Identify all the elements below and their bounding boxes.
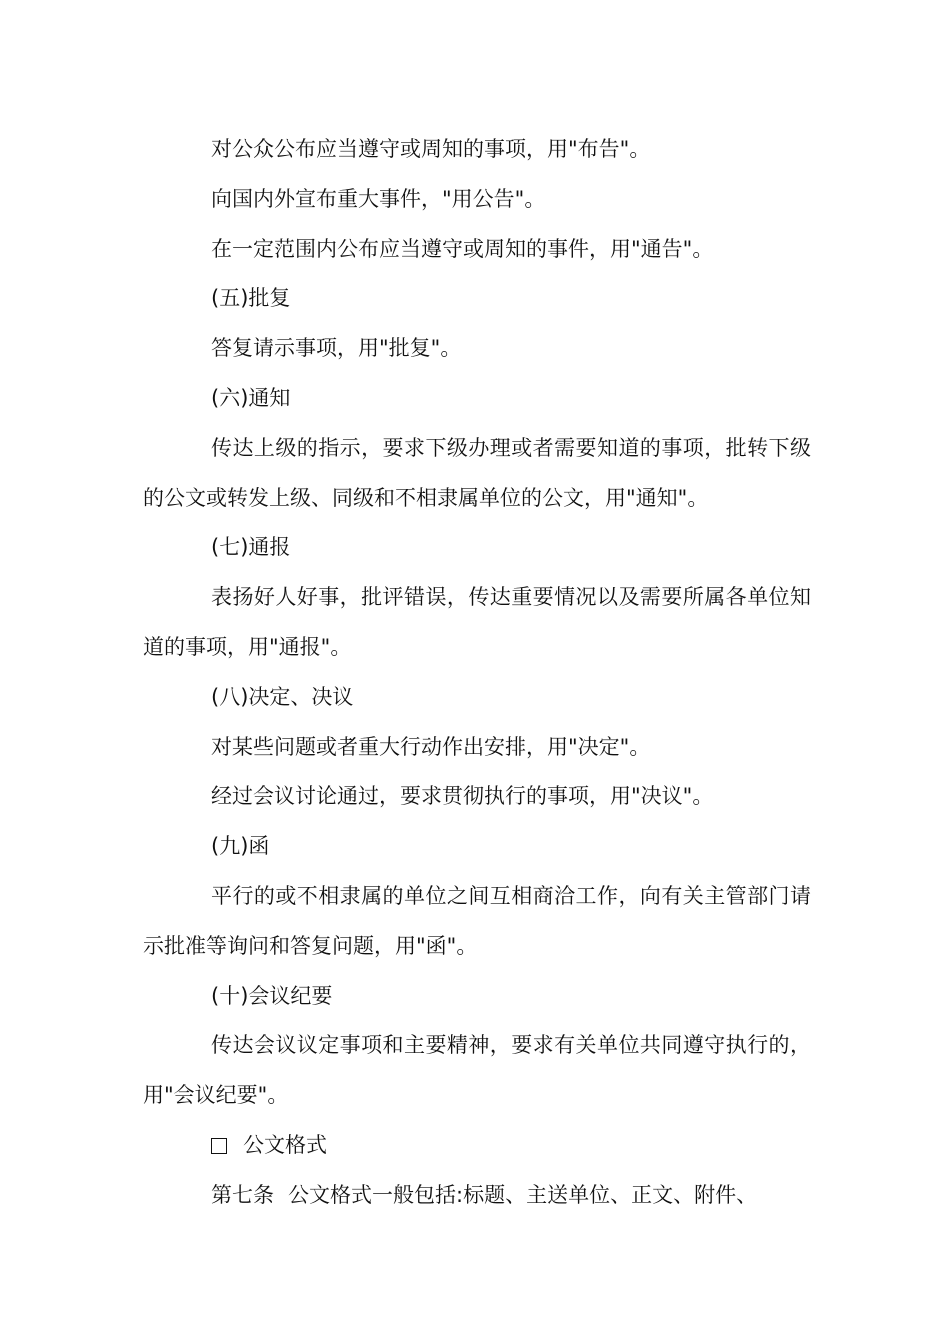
paragraph-circular: 在一定范围内公布应当遵守或周知的事件，用"通告"。 (211, 236, 714, 261)
section-heading-row (143, 1121, 811, 1171)
document-body (143, 125, 811, 1221)
article-seven (143, 1171, 811, 1221)
article-text: 公文格式一般包括:标题、主送单位、正文、附件、 (288, 1182, 758, 1207)
heading-reply: (五)批复 (211, 286, 291, 311)
paragraph-decision: 对某些问题或者重大行动作出安排，用"决定"。 (211, 734, 651, 759)
paragraph-resolution: 经过会议讨论通过，要求贯彻执行的事项，用"决议"。 (211, 784, 714, 809)
paragraph-reply: 答复请示事项，用"批复"。 (211, 336, 462, 361)
checkbox-icon (211, 1138, 227, 1154)
heading-notice: (六)通知 (211, 385, 291, 410)
paragraph-minutes: 传达会议议定事项和主要精神，要求有关单位共同遵守执行的，用"会议纪要"。 (143, 1033, 811, 1108)
section-heading: 公文格式 (243, 1132, 327, 1157)
heading-letter: (九)函 (211, 834, 270, 859)
heading-minutes: (十)会议纪要 (211, 983, 333, 1008)
heading-bulletin: (七)通报 (211, 535, 291, 560)
heading-decision: (八)决定、决议 (211, 684, 354, 709)
paragraph-notice-bugao: 对公众公布应当遵守或周知的事项，用"布告"。 (211, 137, 651, 161)
paragraph-notice: 传达上级的指示，要求下级办理或者需要知道的事项，批转下级的公文或转发上级、同级和不相隶属单位的公文，用"通知"。 (143, 435, 811, 510)
paragraph-letter: 平行的或不相隶属的单位之间互相商洽工作，向有关主管部门请示批准等询问和答复问题，用"函"。 (143, 883, 811, 958)
paragraph-announcement: 向国内外宣布重大事件，"用公告"。 (211, 186, 546, 211)
paragraph-bulletin: 表扬好人好事，批评错误，传达重要情况以及需要所属各单位知道的事项，用"通报"。 (143, 585, 811, 659)
article-label: 第七条 (211, 1182, 274, 1207)
